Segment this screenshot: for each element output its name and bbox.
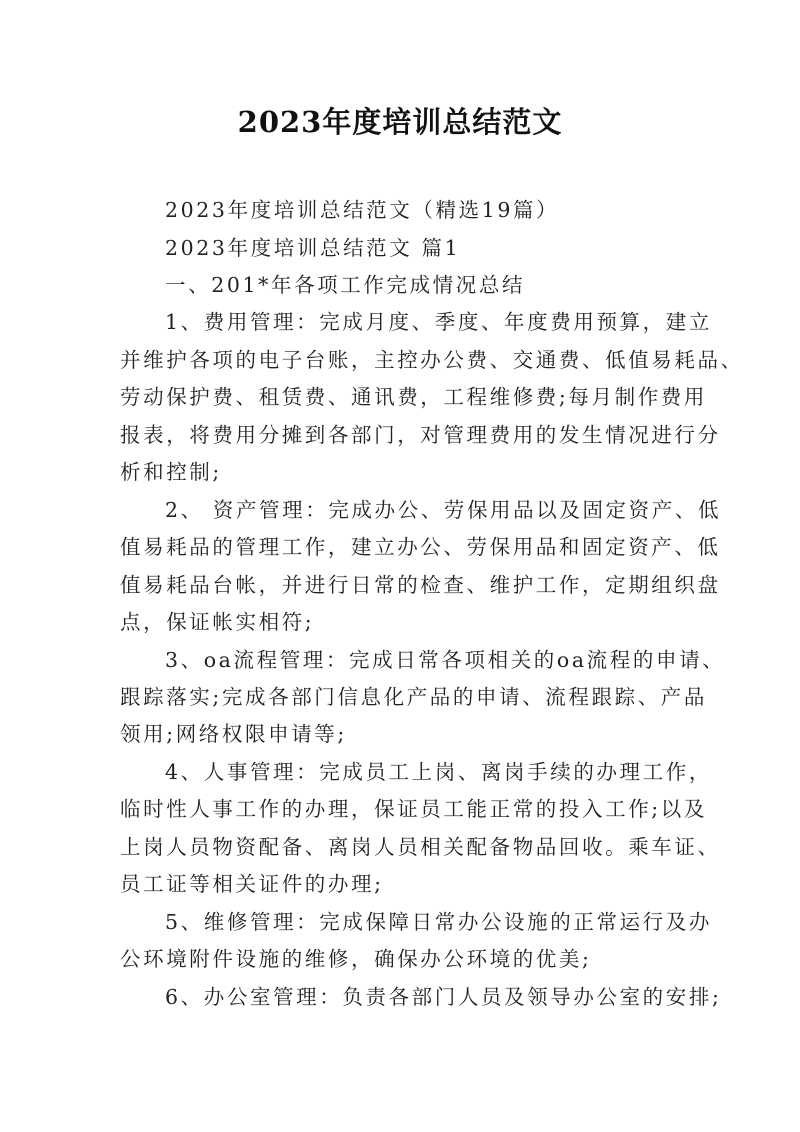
paragraph-line: 劳动保护费、租赁费、通讯费，工程维修费;每月制作费用: [120, 385, 708, 409]
paragraph-line: 报表，将费用分摊到各部门，对管理费用的发生情况进行分: [120, 423, 721, 447]
paragraph-line: 临时性人事工作的办理，保证员工能正常的投入工作;以及: [120, 797, 708, 821]
paragraph-line: 2、 资产管理：完成办公、劳保用品以及固定资产、低: [165, 498, 722, 522]
paragraph-line: 5、维修管理：完成保障日常办公设施的正常运行及办: [165, 910, 712, 934]
paragraph-line: 上岗人员物资配备、离岗人员相关配备物品回收。乘车证、: [120, 835, 721, 859]
paragraph-line: 公环境附件设施的维修，确保办公环境的优美;: [120, 947, 592, 971]
section-heading: 一、201*年各项工作完成情况总结: [165, 273, 526, 297]
paragraph-line: 并维护各项的电子台账，主控办公费、交通费、低值易耗品、: [120, 348, 744, 372]
paragraph-line: 值易耗品的管理工作，建立办公、劳保用品和固定资产、低: [120, 535, 721, 559]
document-title: 2023年度培训总结范文: [237, 105, 563, 139]
section-heading: 2023年度培训总结范文 篇1: [165, 236, 461, 260]
paragraph-line: 领用;网络权限申请等;: [120, 722, 347, 746]
subtitle-line: 2023年度培训总结范文（精选19篇）: [165, 198, 560, 222]
paragraph-line: 1、费用管理：完成月度、季度、年度费用预算，建立: [165, 310, 712, 334]
paragraph-line: 3、oa流程管理：完成日常各项相关的oa流程的申请、: [165, 648, 726, 672]
paragraph-line: 6、办公室管理：负责各部门人员及领导办公室的安排;: [165, 985, 722, 1009]
paragraph-line: 值易耗品台帐，并进行日常的检查、维护工作，定期组织盘: [120, 573, 721, 597]
paragraph-line: 点，保证帐实相符;: [120, 610, 315, 634]
paragraph-line: 析和控制;: [120, 460, 222, 484]
paragraph-line: 跟踪落实;完成各部门信息化产品的申请、流程跟踪、产品: [120, 685, 708, 709]
paragraph-line: 4、人事管理：完成员工上岗、离岗手续的办理工作，: [165, 760, 712, 784]
paragraph-line: 员工证等相关证件的办理;: [120, 872, 384, 896]
